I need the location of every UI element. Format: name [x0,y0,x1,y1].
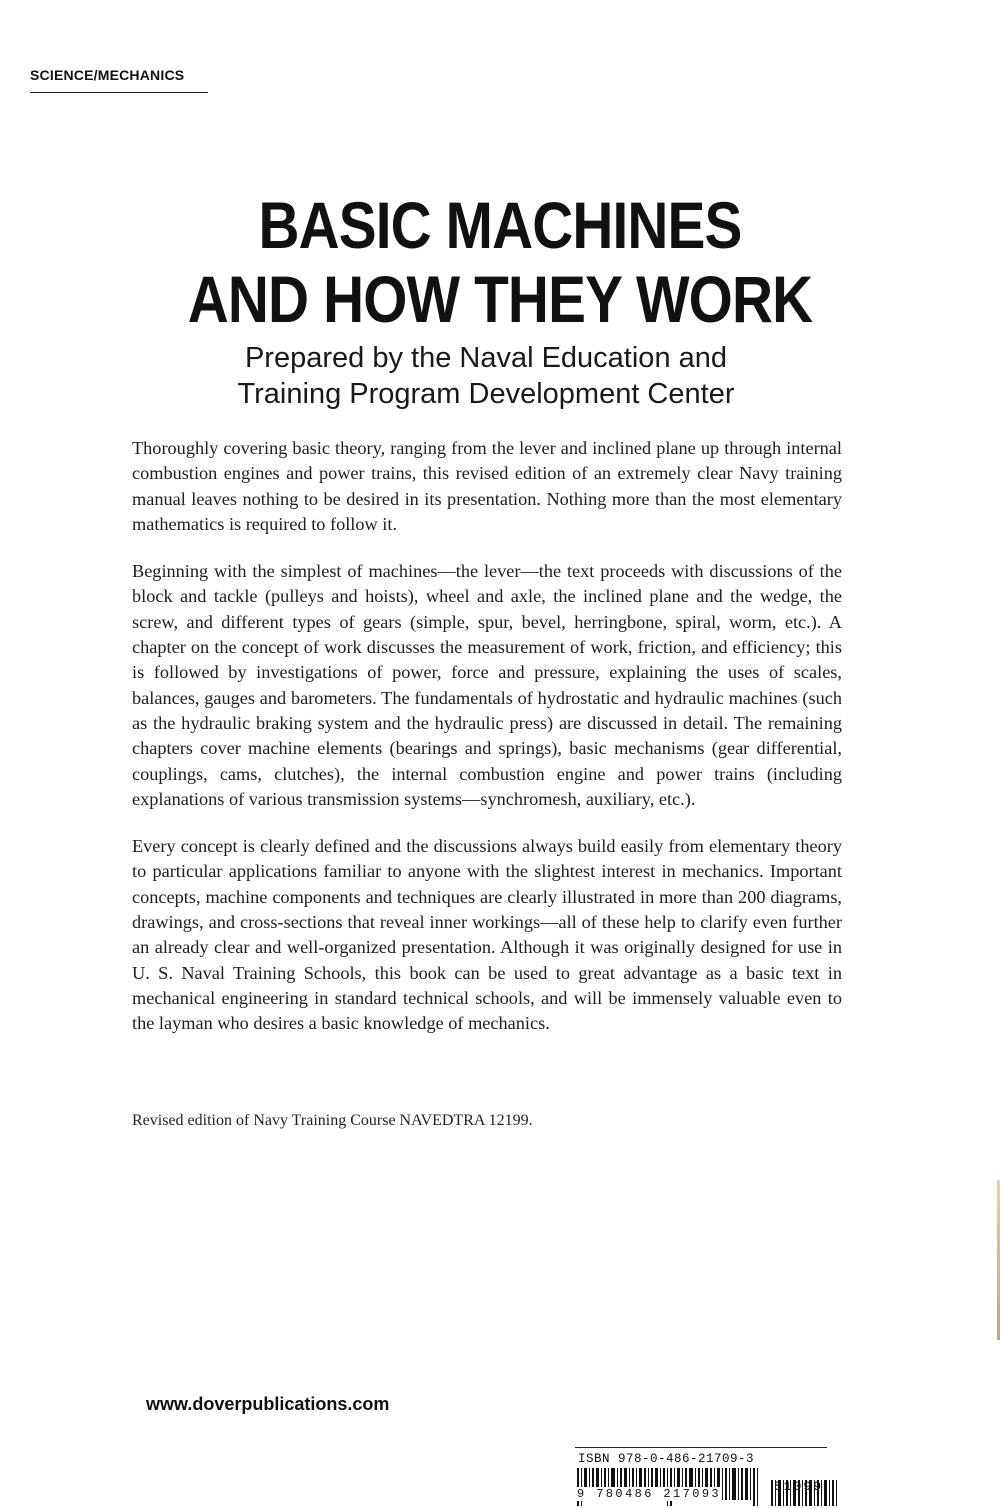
book-title [70,188,930,336]
book-subtitle-line-1: Prepared by the Naval Education and [244,342,728,374]
blurb-paragraph-3: Every concept is clearly defined and the discussions always build easily from elementary theory to particular applications familiar to anyone with the slightest interest in mechanics. Important concepts, machine components and techniques are clearly illustrated in more than 200 diagrams, drawings, and cross-sections that reveal inner workings—all of these help to clarify even further an already clear and well-organized presentation. Although it was originally designed for use in U. S. Naval Training Schools, this book can be used to great advantage as a basic text in mechanical engineering in standard technical schools, and will be immensely valuable even to the layman who desires a basic knowledge of mechanics. [132,836,842,1034]
category-label: SCIENCE/MECHANICS [30,67,208,93]
blurb [132,436,842,1059]
book-subtitle [0,340,972,412]
ean-digits: 9 780486 217093 [577,1487,722,1501]
isbn-rule [575,1447,827,1448]
blurb-paragraph-2: Beginning with the simplest of machines—the lever—the text proceeds with discussions of the block and tackle (pulleys and hoists), wheel and axle, the inclined plane and the wedge, the screw, and different types of gears (simple, spur, bevel, herringbone, spiral, worm, etc.). A chapter on the concept of work discusses the measurement of work, friction, and efficiency; this is followed by investigations of power, force and pressure, explaining the uses of scales, balances, gauges and barometers. The fundamentals of hydrostatic and hydraulic machines (such as the hydraulic braking system and the hydraulic press) are discussed in detail. The remaining chapters cover machine elements (bearings and springs), basic mechanisms (gear differential, couplings, cams, clutches), the internal combustion engine and power trains (including explanations of various transmission systems—synchromesh, auxiliary, etc.). [132,561,842,809]
book-title-line-1: BASIC MACHINES [258,188,742,262]
edition-note: Revised edition of Navy Training Course NAVEDTRA 12199. [132,1112,533,1129]
blurb-paragraph-1: Thoroughly covering basic theory, ranging from the lever and inclined plane up through internal combustion engines and power trains, this revised edition of an extremely clear Navy training manual leaves nothing to be desired in its presentation. Nothing more than the most elementary mathematics is required to follow it. [132,438,842,534]
price-code: 51099 [774,1479,824,1494]
book-subtitle-line-2: Training Program Development Center [237,378,735,410]
isbn-label: ISBN 978-0-486-21709-3 [578,1452,755,1466]
book-title-line-2: AND HOW THEY WORK [187,262,813,336]
publisher-website: www.doverpublications.com [146,1394,390,1414]
